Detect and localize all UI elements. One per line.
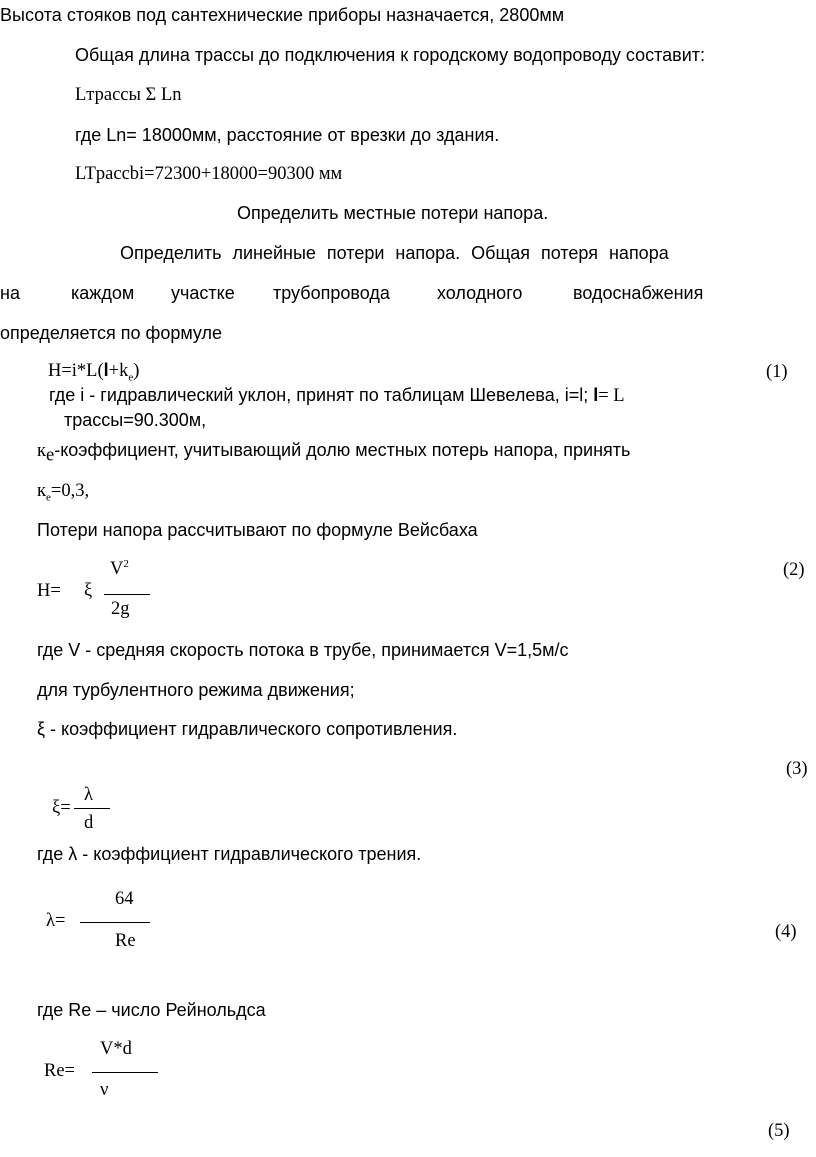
- word: участке: [171, 283, 235, 303]
- word: водоснабжения: [573, 283, 704, 303]
- formula-2-denominator: 2g: [111, 599, 130, 619]
- text-line-3: Lтрассы Σ Ln: [75, 85, 182, 105]
- text-line-7: Определить линейные потери напора. Общая потеря напора: [120, 243, 669, 263]
- text-line-4: где Ln= 18000мм, расстояние от врезки до здания.: [75, 125, 500, 145]
- word: трубопровода: [273, 283, 390, 303]
- formula-3-lhs: ξ=: [52, 798, 71, 818]
- word: на: [0, 283, 20, 303]
- equation-number-1: (1): [766, 362, 788, 382]
- equation-number-2: (2): [783, 560, 805, 580]
- definition-lambda: где λ - коэффициент гидравлического трения.: [37, 844, 422, 864]
- text-line-5: LTpaccbi=72300+18000=90300 мм: [75, 164, 343, 184]
- definition-i-cont: трассы=90.300м,: [64, 410, 207, 430]
- definition-v: где V - средняя скорость потока в трубе, принимается V=1,5м/с: [37, 640, 569, 660]
- formula-3-denominator: d: [84, 813, 94, 833]
- definition-i: где i - гидравлический уклон, принят по таблицам Шевелева, i=l; l= L: [49, 385, 625, 406]
- equation-number-4: (4): [775, 922, 797, 942]
- equation-number-3: (3): [786, 759, 808, 779]
- fraction-bar-5: [92, 1072, 158, 1073]
- text-line-9: определяется по формуле: [0, 323, 223, 343]
- formula-2-xi: ξ: [84, 581, 93, 601]
- formula-3-numerator: λ: [84, 785, 93, 805]
- equation-number-5: (5): [768, 1121, 790, 1141]
- fraction-bar-2: [104, 594, 150, 595]
- fraction-bar-4: [80, 922, 150, 923]
- formula-5-numerator: V*d: [100, 1039, 132, 1059]
- definition-v-cont: для турбулентного режима движения;: [37, 680, 355, 700]
- formula-4-denominator: Re: [115, 931, 136, 951]
- text-line-2: Общая длина трассы до подключения к городскому водопроводу составит:: [75, 45, 706, 65]
- word: холодного: [437, 283, 523, 303]
- definition-ke-value: $к_е=0,3$,: [37, 481, 90, 504]
- word: каждом: [71, 283, 135, 303]
- formula-1: $H=i*L(l+k_e)$: [48, 360, 140, 384]
- fraction-bar-3: [74, 808, 110, 809]
- text-line-1: Высота стояков под сантехнические приборы назначается, 2800мм: [0, 5, 565, 25]
- formula-5-lhs: Re=: [44, 1061, 75, 1081]
- weisbach-text: Потери напора рассчитывают по формуле Вейсбаха: [37, 520, 478, 540]
- definition-re: где Re – число Рейнольдса: [37, 1000, 266, 1020]
- formula-4-numerator: 64: [115, 889, 134, 909]
- definition-ke: $к_е$-коэффициент, учитывающий долю местных потерь напора, принять: [37, 440, 631, 466]
- formula-5-denominator: ν: [100, 1080, 109, 1100]
- definition-xi: ξ - коэффициент гидравлического сопротивления.: [37, 719, 458, 739]
- formula-4-lhs: λ=: [46, 911, 66, 931]
- formula-2-numerator: $V^2$: [110, 557, 129, 579]
- formula-2-lhs: H=: [37, 581, 61, 601]
- text-line-6: Определить местные потери напора.: [237, 203, 549, 223]
